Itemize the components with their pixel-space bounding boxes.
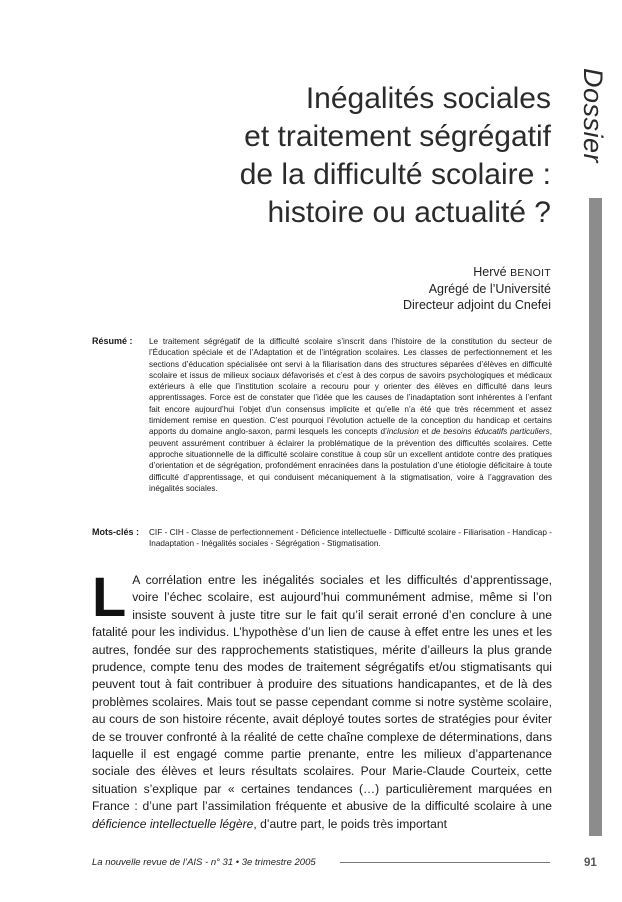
title-line: Inégalités sociales — [305, 82, 551, 115]
abstract-label: Résumé : — [92, 336, 133, 346]
article-title — [120, 80, 551, 232]
journal-footer: La nouvelle revue de l’AIS - n° 31 • 3e trimestre 2005 — [92, 857, 316, 868]
abstract-text: Le traitement ségrégatif de la difficulté scolaire s’inscrit dans l’histoire de la constitution du secteur de l’Éducation spéciale et de l’Adaptation et de l’intégration scolaires. Les classes de perfectionnement et les sections d’éducation spécialisée ont servi à la filiarisation dans des structures séparées d’élèves en difficulté scolaire et issus de milieux sociaux défavorisés et c’est à des corpus de savoirs psychologiques et médicaux extérieurs à elle que l’institution scolaire a recouru pour y orienter des élèves en difficulté dans leurs apprentissages. Force est de constater que l’idée que les causes de l’inadaptation sont inhérentes à l’enfant fait encore aujourd’hui l’objet d’un consensus implicite et qu’elle n’a été que très récemment et assez timidement remise en question. C’est pourquoi l’évolution actuelle de la conception du handicap et certains apports du domaine anglo-saxon, parmi lesquels les concepts d’inclusion et de besoins éducatifs particuliers, peuvent assurément contribuer à éclairer la problématique de la prévention des difficultés scolaires. Cette approche situationnelle de la difficulté scolaire constitue à coup sûr un excellent antidote contre des pratiques d’orientation et de ségrégation, profondément enracinées dans la postulation d’une étiologie déficitaire à toute difficulté d’apprentissage, et qui conduisent mécaniquement à la stigmatisation, voire à l’aggravation des inégalités sociales. — [149, 337, 552, 493]
section-label: Dossier — [578, 68, 608, 164]
page-number: 91 — [584, 857, 597, 869]
author-block — [300, 264, 551, 313]
keywords-text: CIF - CIH - Classe de perfectionnement - Déficience intellectuelle - Difficulté scolaire - Filiarisation - Handicap - Inadaptation - Inégalités sociales - Ségrégation - Stigmatisation. — [149, 528, 552, 549]
author-name — [300, 264, 551, 281]
body-paragraph: L A corrélation entre les inégalités sociales et les difficultés d’apprentissage, voire l’échec scolaire, est aujourd’hui communément admise, même si l’on insiste souvent à juste titre sur le fait qu’il serait erroné d’en conclure à une fatalité pour les individus. L’hypothèse d’un lien de cause à effet entre les unes et les autres, fondée sur des rapprochements statistiques, mérite d’ailleurs la plus grande prudence, compte tenu des modes de traitement ségrégatifs et/ou stigmatisants qui peuvent tout à fait contribuer à produire des situations handicapantes, et de là des problèmes scolaires. Mais tout se passe cependant comme si notre système scolaire, au cours de son histoire récente, avait déployé toutes sortes de stratégies pour éviter de se trouver confronté à la réalité de cette chaîne complexe de déterminations, dans laquelle il est engagé comme partie prenante, entre les milieux d’appartenance sociale des élèves et leurs résultats scolaires. Pour Marie-Claude Courteix, cette situation s’explique par « certaines tendances (…) particulièrement marquées en France : d’une part l’assimilation fréquente et abusive de la difficulté scolaire à une déficience intellectuelle légère, d’autre part, le poids très important — [92, 565, 552, 831]
author-role: Directeur adjoint du Cnefei — [403, 298, 551, 312]
author-first-name: Hervé — [473, 265, 507, 279]
author-last-name: BENOIT — [510, 267, 551, 279]
title-line: et traitement ségrégatif — [244, 120, 551, 153]
side-bar — [589, 198, 602, 836]
author-role: Agrégé de l’Université — [428, 282, 551, 296]
footer-rule — [340, 862, 550, 863]
keywords-label: Mots-clés : — [92, 527, 140, 537]
title-line: histoire ou actualité ? — [267, 196, 551, 229]
drop-cap: L — [92, 565, 127, 628]
title-line: de la difficulté scolaire : — [239, 158, 551, 191]
